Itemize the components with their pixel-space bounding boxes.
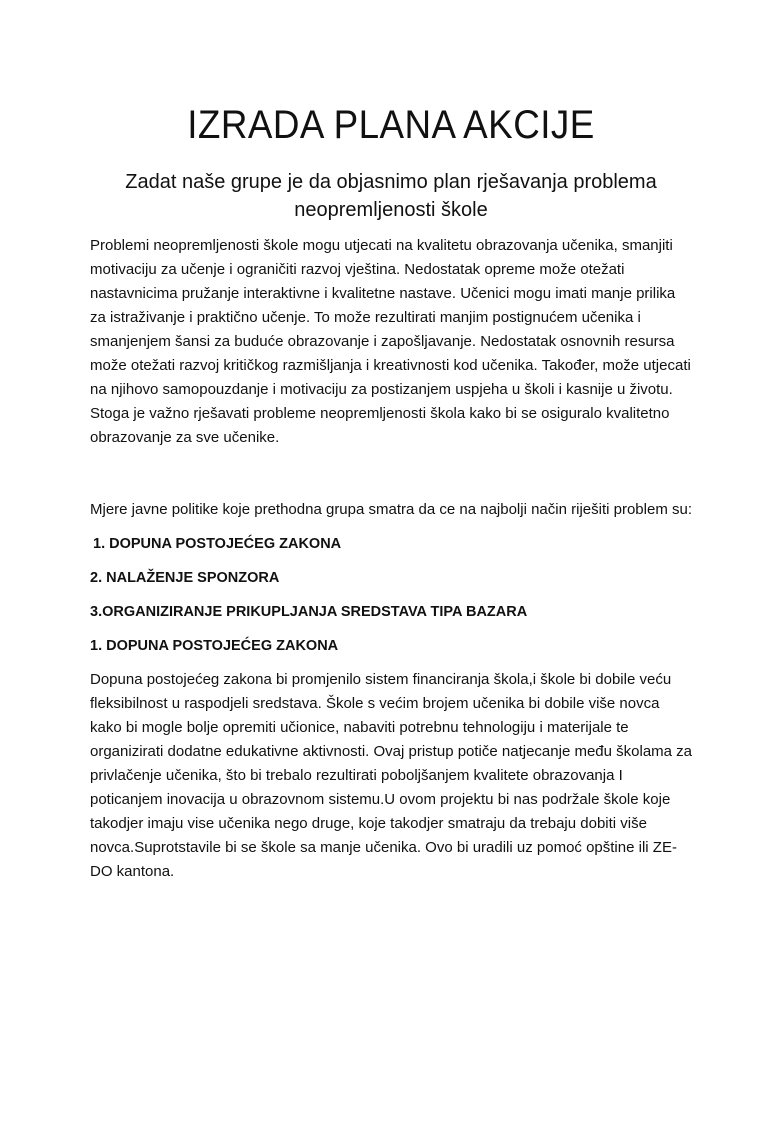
document-title: IZRADA PLANA AKCIJE — [187, 103, 595, 147]
intro-paragraph: Problemi neopremljenosti škole mogu utjecati na kvalitetu obrazovanja učenika, smanjiti motivaciju za učenje i ograničiti razvoj vještina. Nedostatak opreme može otežati nastavnicima pružanje interaktivne i kvalitetne nastave. Učenici mogu imati manje prilika za istraživanje i praktično učenje. To može rezultirati manjim postignućem učenika i smanjenjem šansi za buduće obrazovanje i zapošljavanje. Nedostatak osnovnih resursa može otežati razvoj kritičkog razmišljanja i kreativnosti kod učenika. Također, može utjecati na njihovo samopouzdanje i motivaciju za postizanjem uspjeha u školi i kasnije u životu. Stoga je važno rješavati probleme neopremljenosti škola kako bi se osiguralo kvalitetno obrazovanje za sve učenike. — [90, 237, 691, 446]
measure-item-2: 2. NALAŽENJE SPONZORA — [90, 570, 280, 586]
measure-item-3: 3.ORGANIZIRANJE PRIKUPLJANJA SREDSTAVA TIPA BAZARA — [90, 604, 528, 620]
document-page — [0, 100, 768, 1124]
document-subtitle: Zadat naše grupe je da objasnimo plan rješavanja problema neopremljenosti škole — [125, 171, 657, 221]
measure-item-1: 1. DOPUNA POSTOJEĆEG ZAKONA — [93, 536, 342, 552]
section-heading: 1. DOPUNA POSTOJEĆEG ZAKONA — [90, 638, 339, 654]
measures-paragraph: Mjere javne politike koje prethodna grupa smatra da ce na najbolji način riješiti problem su: — [90, 501, 692, 518]
section-paragraph: Dopuna postojećeg zakona bi promjenilo sistem financiranja škola,i škole bi dobile veću fleksibilnost u raspodjeli sredstava. Škole s većim brojem učenika bi dobile više novca kako bi mogle bolje opremiti učionice, nabaviti potrebnu tehnologiju i materijale te organizirati dodatne edukativne aktivnosti. Ovaj pristup potiče natjecanje među školama za privlačenje učenika, što bi trebalo rezultirati poboljšanjem kvalitete obrazovanja I poticanjem inovacija u obrazovnom sistemu.U ovom projektu bi nas podržale škole koje takodjer imaju vise učenika nego druge, koje takodjer smatraju da trebaju dobiti više novca.Suprotstavile bi se škole sa manje učenika. Ovo bi uradili uz pomoć opštine ili ZE-DO kantona. — [90, 671, 693, 880]
